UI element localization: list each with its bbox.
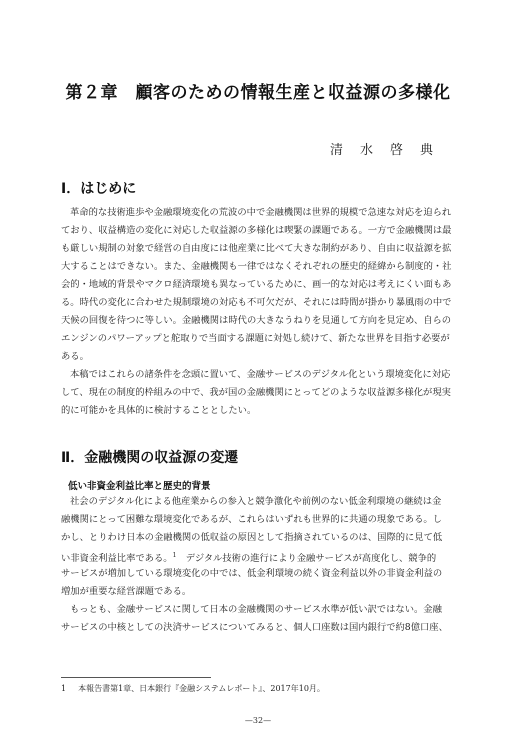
paragraph-line: 社会のデジタル化による他産業からの参入と競争激化や前例のない低金利環境の継続は金 — [70, 496, 442, 507]
paragraph-line: して、現在の制度的枠組みの中で、我が国の金融機関にとってどのような収益源多様化が現実 — [61, 387, 451, 398]
paragraph-line: エンジンのパワーアップと舵取りで当面する課題に対処し続けて、新たな世界を目指す必要が — [61, 333, 450, 344]
paragraph-line: サービスが増加している環境変化の中では、低金利環境の続く資金利益以外の非資金利益の — [61, 568, 443, 579]
paragraph-line: 増加が重要な経営課題である。 — [61, 586, 192, 597]
paragraph-line: 融機関にとって困難な環境変化であるが、これらはいずれも世界的に共通の現象である。し — [61, 514, 442, 525]
paragraph-text: デジタル技術の進行により金融サービスが高度化し、競争的 — [185, 553, 437, 565]
paragraph-text: い非資金利益比率である。 — [61, 553, 173, 565]
chapter-title: 第２章 顧客のための情報生産と収益源の多様化 — [65, 83, 451, 103]
paragraph-line: 本稿ではこれらの諸条件を念頭に置いて、金融サービスのデジタル化という環境変化に対応 — [70, 369, 451, 380]
paragraph-line: 天候の回復を待つに等しい。金融機関は時代の大きなうねりを見通して方向を見定め、自らの — [61, 315, 452, 326]
footnote — [61, 683, 325, 694]
paragraph-line: サービスの中核としての決済サービスについてみると、個人口座数は国内銀行で約8億口座、 — [61, 622, 448, 633]
section-heading-intro: Ⅰ．はじめに — [61, 181, 137, 197]
paragraph-line: も厳しい規制の対象で経営の自由度には他産業に比べて大きな制約があり、自由に収益源を拡 — [61, 243, 452, 254]
paragraph-line: 的に可能かを具体的に検討することとしたい。 — [61, 405, 257, 416]
section-heading-revenue: Ⅱ．金融機関の収益源の変遷 — [61, 450, 239, 466]
paragraph-line: 大することはできない。また、金融機関も一律ではなくそれぞれの歴史的経緯から制度的・社 — [61, 261, 452, 272]
paragraph-line — [61, 550, 468, 565]
paragraph-line: る。時代の変化に合わせた規制環境の対応も不可欠だが、それには時間が掛かり暴風雨の中で — [61, 297, 452, 308]
paragraph-line: ある。 — [61, 351, 89, 362]
footnote-divider — [61, 677, 211, 678]
footnote-text: 本報告書第1章、日本銀行『金融システムレポート』、2017年10月。 — [78, 684, 325, 693]
paragraph-line: もっとも、金融サービスに関して日本の金融機関のサービス水準が低い訳ではない。金融 — [70, 604, 442, 615]
footnote-marker: 1 — [172, 552, 177, 559]
subsection-heading: 低い非資金利益比率と歴史的背景 — [68, 481, 211, 492]
paragraph-line: 会的・地域的背景やマクロ経済環境も異なっているために、画一的な対応は考えにくい面もあ — [61, 279, 452, 290]
footnote-number: 1 — [61, 684, 67, 693]
page-number: —32— — [244, 716, 272, 725]
paragraph-line: かし、とりわけ日本の金融機関の低収益の原因として指摘されているのは、国際的に見て低 — [61, 532, 443, 543]
author-name: 清水啓典 — [329, 143, 450, 158]
paragraph-line: 革命的な技術進歩や金融環境変化の荒波の中で金融機関は世界的規模で急速な対応を迫られ — [70, 207, 452, 218]
paragraph-line: ており、収益構造の変化に対応した収益源の多様化は喫緊の課題である。一方で金融機関は最 — [61, 225, 452, 236]
